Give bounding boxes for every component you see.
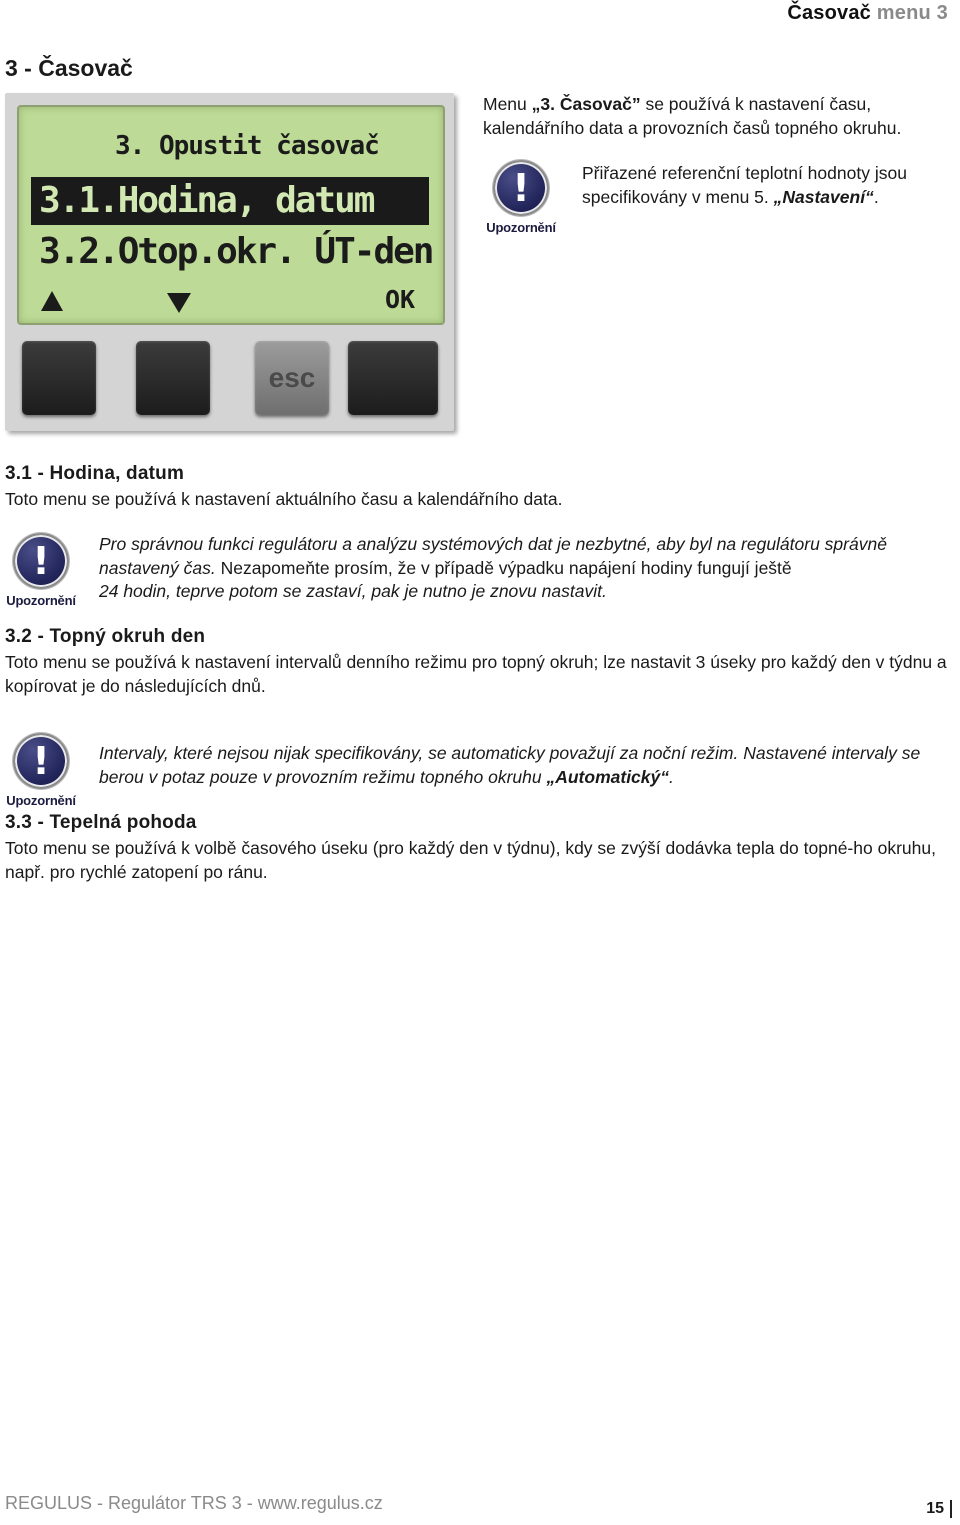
page-title: 3 - Časovač xyxy=(5,55,133,81)
lcd-ok-label: OK xyxy=(385,285,416,314)
header-title-sub: menu 3 xyxy=(876,2,948,24)
exclamation-icon: ! xyxy=(13,733,69,789)
section-body-3-2: Toto menu se používá k nastavení intervalů denního režimu pro topný okruh; lze nastavit 3 úseky pro každý den v týdnu a kopírovat je do následujících dnů. xyxy=(5,652,947,696)
note-mode-name: „Automatický“ xyxy=(546,766,670,787)
device-button-esc: esc xyxy=(255,341,329,415)
exclamation-icon: ! xyxy=(493,160,549,216)
note-text-italic-2: 24 hodin, teprve potom se zastaví, pak je nutno je znovu nastavit. xyxy=(99,581,607,601)
lcd-menu-line-heating: 3.2.Otop.okr. ÚT-den xyxy=(39,231,433,272)
header-title-main: Časovač xyxy=(787,2,871,24)
warning-label: Upozornění xyxy=(6,593,76,608)
warning-label: Upozornění xyxy=(6,793,76,808)
arrow-up-icon xyxy=(41,291,63,311)
section-heading-3-1: 3.1 - Hodina, datum xyxy=(5,463,185,484)
warning-label: Upozornění xyxy=(486,220,556,235)
warning-badge xyxy=(0,733,82,808)
running-header xyxy=(787,2,948,25)
controller-device-image xyxy=(5,93,454,431)
intro-menu-name: „3. Časovač” xyxy=(531,94,641,114)
footer-text: REGULUS - Regulátor TRS 3 - www.regulus.cz xyxy=(5,1493,383,1513)
arrow-down-icon xyxy=(167,293,191,313)
note-text-italic: Intervaly, které nejsou nijak specifikovány, se automaticky považují za noční režim. Nastavené intervaly se berou v potaz pouze v provozním režimu topného okruhu xyxy=(99,743,921,787)
intro-note xyxy=(582,161,954,209)
intro-note-text: Přiřazené referenční teplotní hodnoty jsou specifikovány v menu 5. xyxy=(582,163,907,207)
lcd-menu-line-exit: 3. Opustit časovač xyxy=(115,131,379,161)
intro-paragraph xyxy=(483,92,953,140)
section-heading-3-3: 3.3 - Tepelná pohoda xyxy=(5,812,197,833)
section-body-3-1: Toto menu se používá k nastavení aktuálního času a kalendářního data. xyxy=(5,489,563,509)
device-button-ok xyxy=(348,341,438,415)
warning-badge xyxy=(480,160,562,235)
exclamation-icon: ! xyxy=(13,533,69,589)
device-button-up xyxy=(22,341,96,415)
section-note-3-1 xyxy=(99,533,949,604)
warning-badge xyxy=(0,533,82,608)
section-heading-3-2: 3.2 - Topný okruh den xyxy=(5,626,206,647)
section-note-3-2 xyxy=(99,742,949,789)
intro-text-end: se používá k nastavení času, kalendářního data a provozních časů topného okruhu. xyxy=(483,94,902,138)
note-text-normal: Nezapomeňte prosím, že v případě výpadku napájení hodiny fungují ještě xyxy=(215,557,792,578)
section-body-3-3: Toto menu se používá k volbě časového úseku (pro každý den v týdnu), kdy se zvýší dodávka tepla do topné-ho okruhu, např. pro rychlé zatopení po ránu. xyxy=(5,838,936,882)
note-text-end: . xyxy=(669,766,674,787)
intro-note-end: . xyxy=(873,187,879,207)
page-number: 15 xyxy=(926,1500,952,1518)
lcd-display xyxy=(17,105,445,325)
intro-note-menu: „Nastavení“ xyxy=(773,187,874,207)
intro-text-start: Menu xyxy=(483,94,532,114)
lcd-menu-line-selected: 3.1.Hodina, datum xyxy=(31,177,429,225)
device-button-down xyxy=(136,341,210,415)
note-text-italic: Pro správnou funkci regulátoru a analýzu systémových dat je nezbytné, aby byl na regulátoru správně nastavený čas. xyxy=(99,534,887,578)
